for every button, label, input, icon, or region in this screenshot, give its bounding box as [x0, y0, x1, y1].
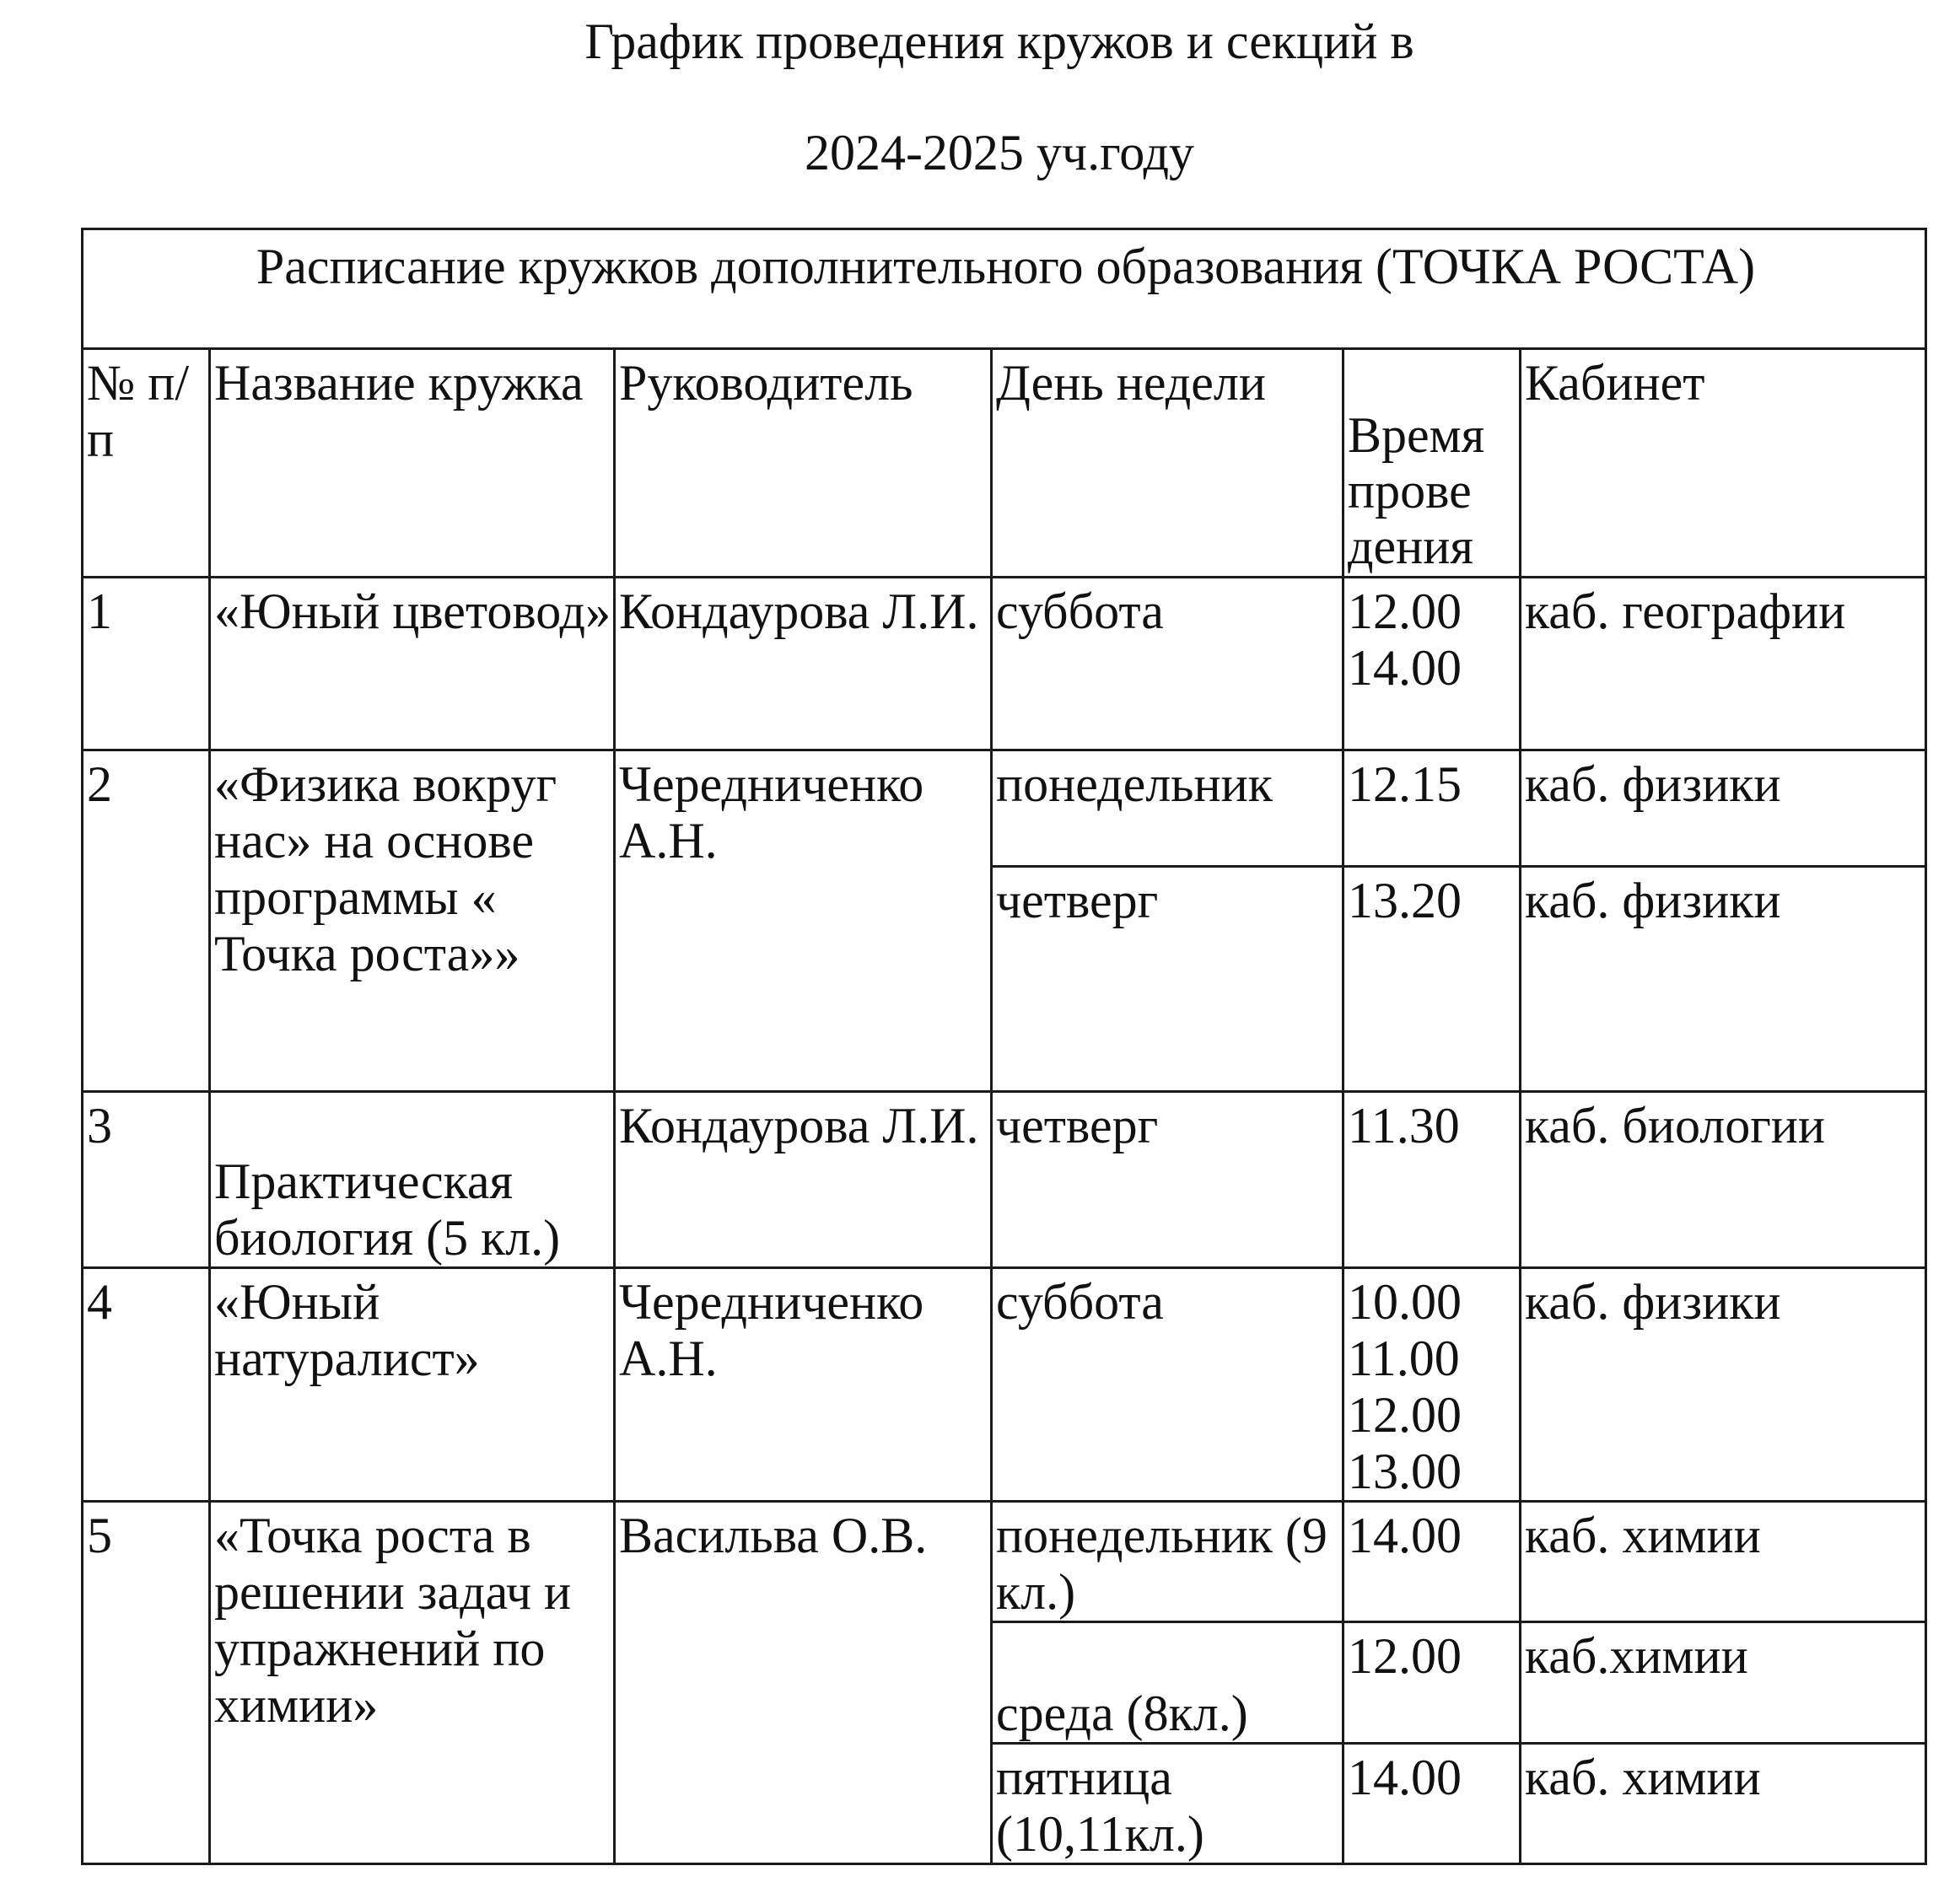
table-row — [83, 1502, 1926, 1622]
header-room: Кабинет — [1521, 349, 1926, 578]
session-room: каб. химии — [1521, 1744, 1926, 1864]
session-time: 11.30 — [1343, 1092, 1521, 1268]
session-day: пятница (10,11кл.) — [992, 1744, 1343, 1864]
table-row — [83, 578, 1926, 750]
row-number: 3 — [83, 1092, 210, 1268]
session-day: четверг — [992, 1092, 1343, 1268]
document-title-line-2: 2024-2025 уч.году — [804, 125, 1195, 180]
row-number: 4 — [83, 1268, 210, 1502]
club-name: «Физика вокруг нас» на основе программы « Точка роста»» — [210, 750, 615, 1092]
session-day: суббота — [992, 1268, 1343, 1502]
session-time: 12.15 — [1343, 750, 1521, 867]
table-row — [83, 1092, 1926, 1268]
session-time: 14.00 — [1343, 1744, 1521, 1864]
session-time: 10.00 11.00 12.00 13.00 — [1343, 1268, 1521, 1502]
session-room: каб. физики — [1521, 750, 1926, 867]
header-name: Название кружка — [210, 349, 615, 578]
row-number: 2 — [83, 750, 210, 1092]
document-title-line-1: График проведения кружов и секций в — [584, 13, 1414, 69]
session-room: каб. географии — [1521, 578, 1926, 750]
club-name: «Юный цветовод» — [210, 578, 615, 750]
teacher-name: Чередниченко А.Н. — [615, 750, 992, 1092]
session-day: четверг — [992, 867, 1343, 1092]
table-caption: Расписание кружков дополнительного образования (ТОЧКА РОСТА) — [83, 229, 1926, 349]
session-room: каб. физики — [1521, 867, 1926, 1092]
session-time: 13.20 — [1343, 867, 1521, 1092]
session-room: каб. биологии — [1521, 1092, 1926, 1268]
table-row — [83, 1268, 1926, 1502]
session-day: понедельник — [992, 750, 1343, 867]
session-day: среда (8кл.) — [992, 1622, 1343, 1744]
row-number: 5 — [83, 1502, 210, 1864]
table-header-row — [83, 349, 1926, 578]
row-number: 1 — [83, 578, 210, 750]
teacher-name: Васильва О.В. — [615, 1502, 992, 1864]
session-day: суббота — [992, 578, 1343, 750]
teacher-name: Чередниченко А.Н. — [615, 1268, 992, 1502]
session-time: 12.00 — [1343, 1622, 1521, 1744]
table-caption-row — [83, 229, 1926, 349]
session-time: 12.00 14.00 — [1343, 578, 1521, 750]
header-day: День недели — [992, 349, 1343, 578]
club-name: «Юный натуралист» — [210, 1268, 615, 1502]
header-time: Время прове дения — [1343, 349, 1521, 578]
club-name: «Точка роста в решении задач и упражнений по химии» — [210, 1502, 615, 1864]
session-room: каб. физики — [1521, 1268, 1926, 1502]
schedule-table — [81, 228, 1927, 1865]
table-row — [83, 750, 1926, 867]
session-room: каб.химии — [1521, 1622, 1926, 1744]
session-time: 14.00 — [1343, 1502, 1521, 1622]
header-number: № п/п — [83, 349, 210, 578]
club-name: Практическая биология (5 кл.) — [210, 1092, 615, 1268]
session-day: понедельник (9 кл.) — [992, 1502, 1343, 1622]
session-room: каб. химии — [1521, 1502, 1926, 1622]
teacher-name: Кондаурова Л.И. — [615, 1092, 992, 1268]
header-teacher: Руководитель — [615, 349, 992, 578]
teacher-name: Кондаурова Л.И. — [615, 578, 992, 750]
